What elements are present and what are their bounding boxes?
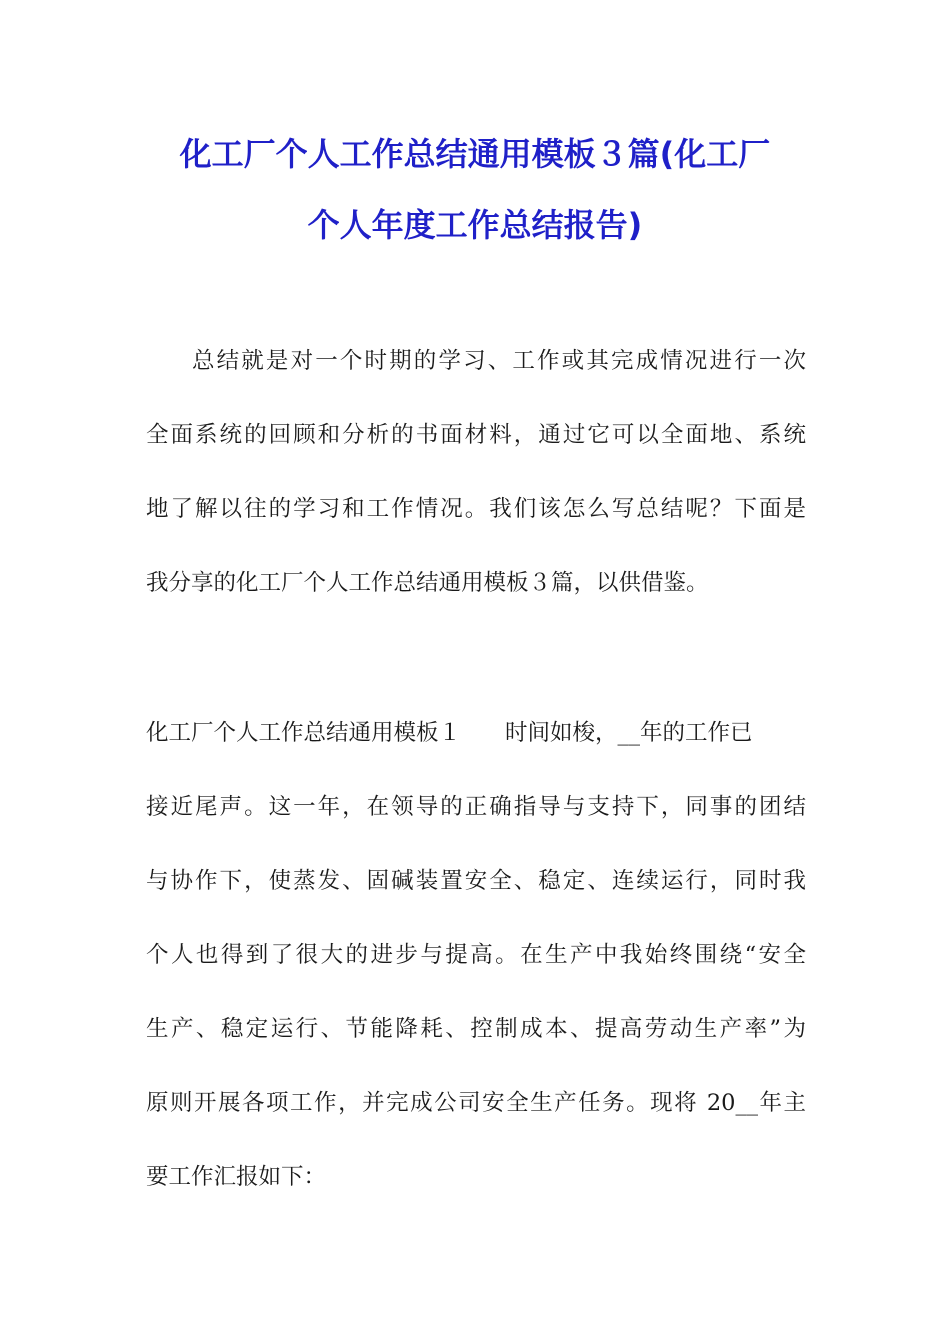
intro-line-2: 全面系统的回顾和分析的书面材料，通过它可以全面地、系统 — [146, 422, 806, 448]
document-title-line-1: 化工厂个人工作总结通用模板３篇(化工厂 — [179, 135, 771, 173]
intro-line-4: 我分享的化工厂个人工作总结通用模板３篇，以供借鉴。 — [146, 570, 709, 596]
section-1-line-3: 与协作下，使蒸发、固碱装置安全、稳定、连续运行，同时我 — [146, 868, 806, 894]
section-1-line-5: 生产、稳定运行、节能降耗、控制成本、提高劳动生产率”为 — [146, 1016, 806, 1042]
section-1-line-7: 要工作汇报如下： — [146, 1164, 327, 1190]
section-1-line-6: 原则开展各项工作，并完成公司安全生产任务。现将 20__年主 — [146, 1090, 806, 1116]
section-1-first-line — [146, 718, 806, 748]
section-1-first-line-text: 时间如梭，__年的工作已 — [505, 720, 753, 746]
section-1-line-2: 接近尾声。这一年，在领导的正确指导与支持下，同事的团结 — [146, 794, 806, 820]
section-1-line-4: 个人也得到了很大的进步与提高。在生产中我始终围绕“安全 — [146, 942, 806, 968]
intro-line-1: 总结就是对一个时期的学习、工作或其完成情况进行一次 — [192, 348, 806, 374]
intro-line-3: 地了解以往的学习和工作情况。我们该怎么写总结呢？下面是 — [146, 496, 806, 522]
document-title-line-2: 个人年度工作总结报告) — [307, 206, 643, 244]
section-1-heading: 化工厂个人工作总结通用模板１ — [146, 720, 462, 746]
